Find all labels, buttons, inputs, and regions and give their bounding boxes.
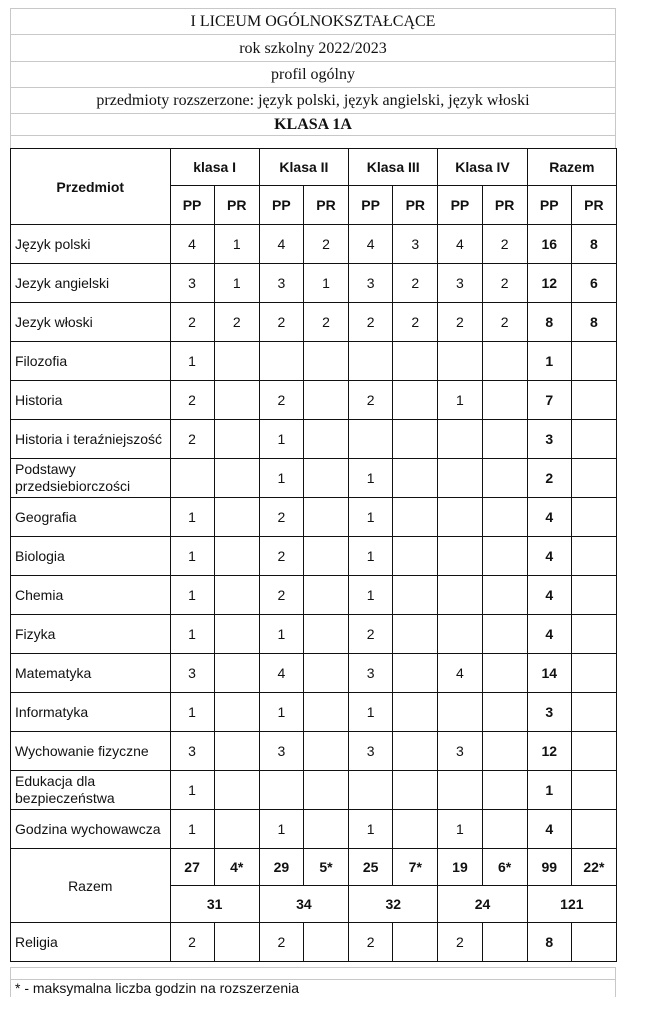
hours-cell — [438, 498, 482, 537]
hours-cell: 2 — [303, 303, 348, 342]
sum-cell: 24 — [438, 886, 527, 923]
hours-cell: 4 — [259, 225, 303, 264]
subject-name: Filozofia — [11, 342, 171, 381]
hours-cell — [214, 732, 259, 771]
hours-cell — [571, 381, 616, 420]
hours-cell — [303, 923, 348, 962]
hours-cell: 2 — [170, 303, 214, 342]
subject-name: Historia i teraźniejszość — [11, 420, 171, 459]
hours-cell: 2 — [170, 923, 214, 962]
table-row — [11, 498, 617, 537]
subject-name: Matematyka — [11, 654, 171, 693]
hours-cell: 2 — [259, 498, 303, 537]
hours-cell: 3 — [170, 732, 214, 771]
hours-cell: 1 — [170, 771, 214, 810]
hours-cell — [303, 459, 348, 498]
total-cell: 99 — [527, 849, 571, 886]
total-cell: 27 — [170, 849, 214, 886]
spacer-row-bottom — [10, 967, 616, 979]
hours-cell — [303, 420, 348, 459]
hours-cell — [393, 615, 438, 654]
hours-cell: 4 — [527, 537, 571, 576]
hours-cell: 3 — [170, 654, 214, 693]
table-row — [11, 459, 617, 498]
subject-name: Historia — [11, 381, 171, 420]
hours-cell: 2 — [349, 923, 393, 962]
hours-cell — [349, 342, 393, 381]
hours-cell — [349, 771, 393, 810]
hours-cell: 1 — [527, 771, 571, 810]
hours-cell: 4 — [527, 576, 571, 615]
hours-cell: 2 — [259, 537, 303, 576]
hours-cell: 4 — [438, 654, 482, 693]
hours-cell: 1 — [170, 810, 214, 849]
table-row — [11, 264, 617, 303]
hours-cell: 2 — [170, 381, 214, 420]
hours-cell: 1 — [214, 264, 259, 303]
hours-cell: 8 — [571, 225, 616, 264]
hours-cell: 4 — [527, 615, 571, 654]
hours-cell: 4 — [259, 654, 303, 693]
hours-cell: 1 — [214, 225, 259, 264]
hours-cell: 1 — [259, 810, 303, 849]
hours-cell — [393, 381, 438, 420]
hours-cell: 2 — [527, 459, 571, 498]
hours-cell: 3 — [349, 732, 393, 771]
hours-cell — [393, 771, 438, 810]
total-cell: 4* — [214, 849, 259, 886]
hours-cell: 3 — [349, 654, 393, 693]
hours-cell — [482, 459, 527, 498]
hours-cell — [482, 576, 527, 615]
hours-cell — [303, 498, 348, 537]
hours-cell: 2 — [214, 303, 259, 342]
table-row — [11, 576, 617, 615]
hours-cell — [438, 576, 482, 615]
extended-subjects: przedmioty rozszerzone: język polski, język angielski, język włoski — [10, 87, 616, 113]
hours-cell — [571, 923, 616, 962]
hours-cell: 1 — [349, 459, 393, 498]
hours-cell — [482, 654, 527, 693]
hours-cell: 1 — [438, 381, 482, 420]
hours-cell — [393, 537, 438, 576]
sum-cell: 121 — [527, 886, 616, 923]
pr-header: PR — [571, 186, 616, 225]
hours-cell — [482, 615, 527, 654]
sum-cell: 32 — [349, 886, 438, 923]
pp-header: PP — [170, 186, 214, 225]
header-row — [11, 149, 617, 186]
group-header: Klasa IV — [438, 149, 527, 186]
hours-cell — [393, 342, 438, 381]
hours-cell — [482, 693, 527, 732]
hours-cell — [482, 732, 527, 771]
hours-cell: 1 — [170, 498, 214, 537]
pp-header: PP — [438, 186, 482, 225]
hours-cell — [214, 576, 259, 615]
table-row — [11, 771, 617, 810]
hours-cell — [571, 498, 616, 537]
hours-cell — [170, 459, 214, 498]
hours-cell — [393, 810, 438, 849]
hours-cell: 3 — [438, 264, 482, 303]
hours-cell — [303, 732, 348, 771]
hours-cell: 1 — [259, 420, 303, 459]
hours-cell: 2 — [482, 225, 527, 264]
school-year: rok szkolny 2022/2023 — [10, 34, 616, 61]
pp-header: PP — [349, 186, 393, 225]
hours-cell: 1 — [349, 498, 393, 537]
sum-cell: 31 — [170, 886, 259, 923]
hours-cell — [482, 342, 527, 381]
hours-cell — [214, 654, 259, 693]
hours-cell: 2 — [482, 264, 527, 303]
hours-cell: 1 — [170, 576, 214, 615]
hours-cell: 12 — [527, 264, 571, 303]
hours-cell — [214, 420, 259, 459]
total-cell: 25 — [349, 849, 393, 886]
hours-cell: 2 — [259, 381, 303, 420]
table-row — [11, 693, 617, 732]
hours-cell — [571, 342, 616, 381]
sum-cell: 34 — [259, 886, 348, 923]
hours-cell — [571, 810, 616, 849]
hours-cell: 3 — [527, 420, 571, 459]
total-cell: 6* — [482, 849, 527, 886]
subject-name: Jezyk angielski — [11, 264, 171, 303]
hours-cell: 4 — [527, 498, 571, 537]
footnote: * - maksymalna liczba godzin na rozszerzenia — [10, 979, 616, 997]
hours-cell: 4 — [438, 225, 482, 264]
hours-cell: 12 — [527, 732, 571, 771]
religion-row — [11, 923, 617, 962]
hours-cell: 7 — [527, 381, 571, 420]
table-row — [11, 303, 617, 342]
hours-cell — [349, 420, 393, 459]
hours-cell — [259, 771, 303, 810]
hours-cell: 14 — [527, 654, 571, 693]
hours-cell — [393, 654, 438, 693]
hours-cell — [214, 381, 259, 420]
hours-cell: 16 — [527, 225, 571, 264]
hours-cell — [214, 342, 259, 381]
hours-cell — [438, 771, 482, 810]
hours-cell: 1 — [349, 537, 393, 576]
group-header: klasa I — [170, 149, 259, 186]
hours-cell: 1 — [170, 537, 214, 576]
hours-cell — [482, 381, 527, 420]
subject-name: Religia — [11, 923, 171, 962]
hours-cell — [393, 732, 438, 771]
subject-name: Jezyk włoski — [11, 303, 171, 342]
hours-cell: 1 — [170, 342, 214, 381]
hours-cell — [393, 576, 438, 615]
hours-cell — [393, 420, 438, 459]
hours-cell — [303, 810, 348, 849]
hours-cell — [214, 459, 259, 498]
hours-cell: 2 — [482, 303, 527, 342]
table-row — [11, 654, 617, 693]
hours-cell — [438, 342, 482, 381]
subject-name: Godzina wychowawcza — [11, 810, 171, 849]
hours-cell: 2 — [170, 420, 214, 459]
subject-name: Geografia — [11, 498, 171, 537]
pr-header: PR — [393, 186, 438, 225]
total-cell: 7* — [393, 849, 438, 886]
hours-cell: 3 — [349, 264, 393, 303]
hours-cell: 2 — [393, 264, 438, 303]
table-row — [11, 810, 617, 849]
pp-header: PP — [259, 186, 303, 225]
hours-cell: 2 — [259, 303, 303, 342]
hours-cell — [482, 498, 527, 537]
table-row — [11, 732, 617, 771]
table-row — [11, 615, 617, 654]
hours-cell: 2 — [349, 303, 393, 342]
hours-cell — [303, 771, 348, 810]
total-cell: 5* — [303, 849, 348, 886]
hours-cell — [571, 537, 616, 576]
total-cell: 29 — [259, 849, 303, 886]
hours-cell: 1 — [349, 810, 393, 849]
group-header: Klasa II — [259, 149, 348, 186]
hours-cell: 3 — [393, 225, 438, 264]
pr-header: PR — [214, 186, 259, 225]
class-title: KLASA 1A — [10, 113, 616, 135]
hours-cell: 3 — [527, 693, 571, 732]
hours-cell — [259, 342, 303, 381]
hours-cell — [214, 693, 259, 732]
spacer-row — [10, 135, 616, 148]
hours-cell — [482, 923, 527, 962]
hours-cell: 2 — [438, 303, 482, 342]
class-profile: profil ogólny — [10, 61, 616, 87]
hours-cell — [393, 923, 438, 962]
hours-cell: 3 — [438, 732, 482, 771]
total-cell: 19 — [438, 849, 482, 886]
subject-name: Podstawy przedsiebiorczości — [11, 459, 171, 498]
table-row — [11, 342, 617, 381]
pp-header: PP — [527, 186, 571, 225]
hours-cell — [214, 615, 259, 654]
hours-cell — [571, 420, 616, 459]
hours-cell — [303, 537, 348, 576]
hours-cell: 1 — [527, 342, 571, 381]
hours-cell — [214, 498, 259, 537]
hours-cell: 2 — [349, 381, 393, 420]
hours-cell — [393, 459, 438, 498]
hours-cell: 1 — [259, 693, 303, 732]
hours-cell: 4 — [527, 810, 571, 849]
hours-cell — [571, 576, 616, 615]
hours-cell: 1 — [303, 264, 348, 303]
hours-cell: 6 — [571, 264, 616, 303]
hours-cell: 1 — [259, 615, 303, 654]
hours-cell — [571, 654, 616, 693]
hours-cell — [571, 615, 616, 654]
hours-cell: 8 — [527, 923, 571, 962]
subject-name: Edukacja dla bezpieczeństwa — [11, 771, 171, 810]
school-name: I LICEUM OGÓLNOKSZTAŁCĄCE — [10, 8, 616, 34]
hours-cell — [303, 615, 348, 654]
hours-cell — [438, 615, 482, 654]
hours-cell — [482, 771, 527, 810]
hours-cell: 8 — [571, 303, 616, 342]
table-row — [11, 381, 617, 420]
hours-cell: 3 — [259, 732, 303, 771]
hours-cell: 2 — [259, 576, 303, 615]
hours-cell: 4 — [170, 225, 214, 264]
hours-cell — [438, 693, 482, 732]
hours-cell: 2 — [393, 303, 438, 342]
hours-cell — [303, 654, 348, 693]
table-row — [11, 420, 617, 459]
subject-name: Wychowanie fizyczne — [11, 732, 171, 771]
subject-header: Przedmiot — [11, 149, 171, 225]
hours-cell: 1 — [259, 459, 303, 498]
hours-cell — [214, 810, 259, 849]
hours-cell — [438, 420, 482, 459]
hours-cell — [438, 459, 482, 498]
hours-cell: 2 — [438, 923, 482, 962]
hours-cell — [571, 459, 616, 498]
table-row — [11, 537, 617, 576]
table-row — [11, 225, 617, 264]
hours-cell — [482, 537, 527, 576]
subject-name: Język polski — [11, 225, 171, 264]
schedule-table — [10, 148, 617, 962]
hours-cell — [303, 342, 348, 381]
hours-cell: 1 — [170, 615, 214, 654]
hours-cell: 4 — [349, 225, 393, 264]
hours-cell — [482, 420, 527, 459]
hours-cell — [214, 923, 259, 962]
hours-cell — [303, 576, 348, 615]
hours-cell: 1 — [349, 576, 393, 615]
hours-cell — [303, 381, 348, 420]
hours-cell — [214, 771, 259, 810]
hours-cell: 8 — [527, 303, 571, 342]
hours-cell: 1 — [349, 693, 393, 732]
subject-name: Chemia — [11, 576, 171, 615]
group-header: Razem — [527, 149, 616, 186]
hours-cell: 2 — [259, 923, 303, 962]
hours-cell — [571, 732, 616, 771]
hours-cell — [214, 537, 259, 576]
subject-name: Biologia — [11, 537, 171, 576]
hours-cell — [393, 498, 438, 537]
hours-cell — [303, 693, 348, 732]
hours-cell — [571, 693, 616, 732]
pr-header: PR — [482, 186, 527, 225]
totals-row — [11, 849, 617, 886]
hours-cell: 3 — [259, 264, 303, 303]
hours-cell — [571, 771, 616, 810]
total-label: Razem — [11, 849, 171, 923]
hours-cell — [393, 693, 438, 732]
subject-name: Informatyka — [11, 693, 171, 732]
hours-cell: 1 — [170, 693, 214, 732]
hours-cell: 1 — [438, 810, 482, 849]
hours-cell — [438, 537, 482, 576]
hours-cell: 3 — [170, 264, 214, 303]
hours-cell: 2 — [349, 615, 393, 654]
hours-cell — [482, 810, 527, 849]
subject-name: Fizyka — [11, 615, 171, 654]
group-header: Klasa III — [349, 149, 438, 186]
total-cell: 22* — [571, 849, 616, 886]
hours-cell: 2 — [303, 225, 348, 264]
pr-header: PR — [303, 186, 348, 225]
